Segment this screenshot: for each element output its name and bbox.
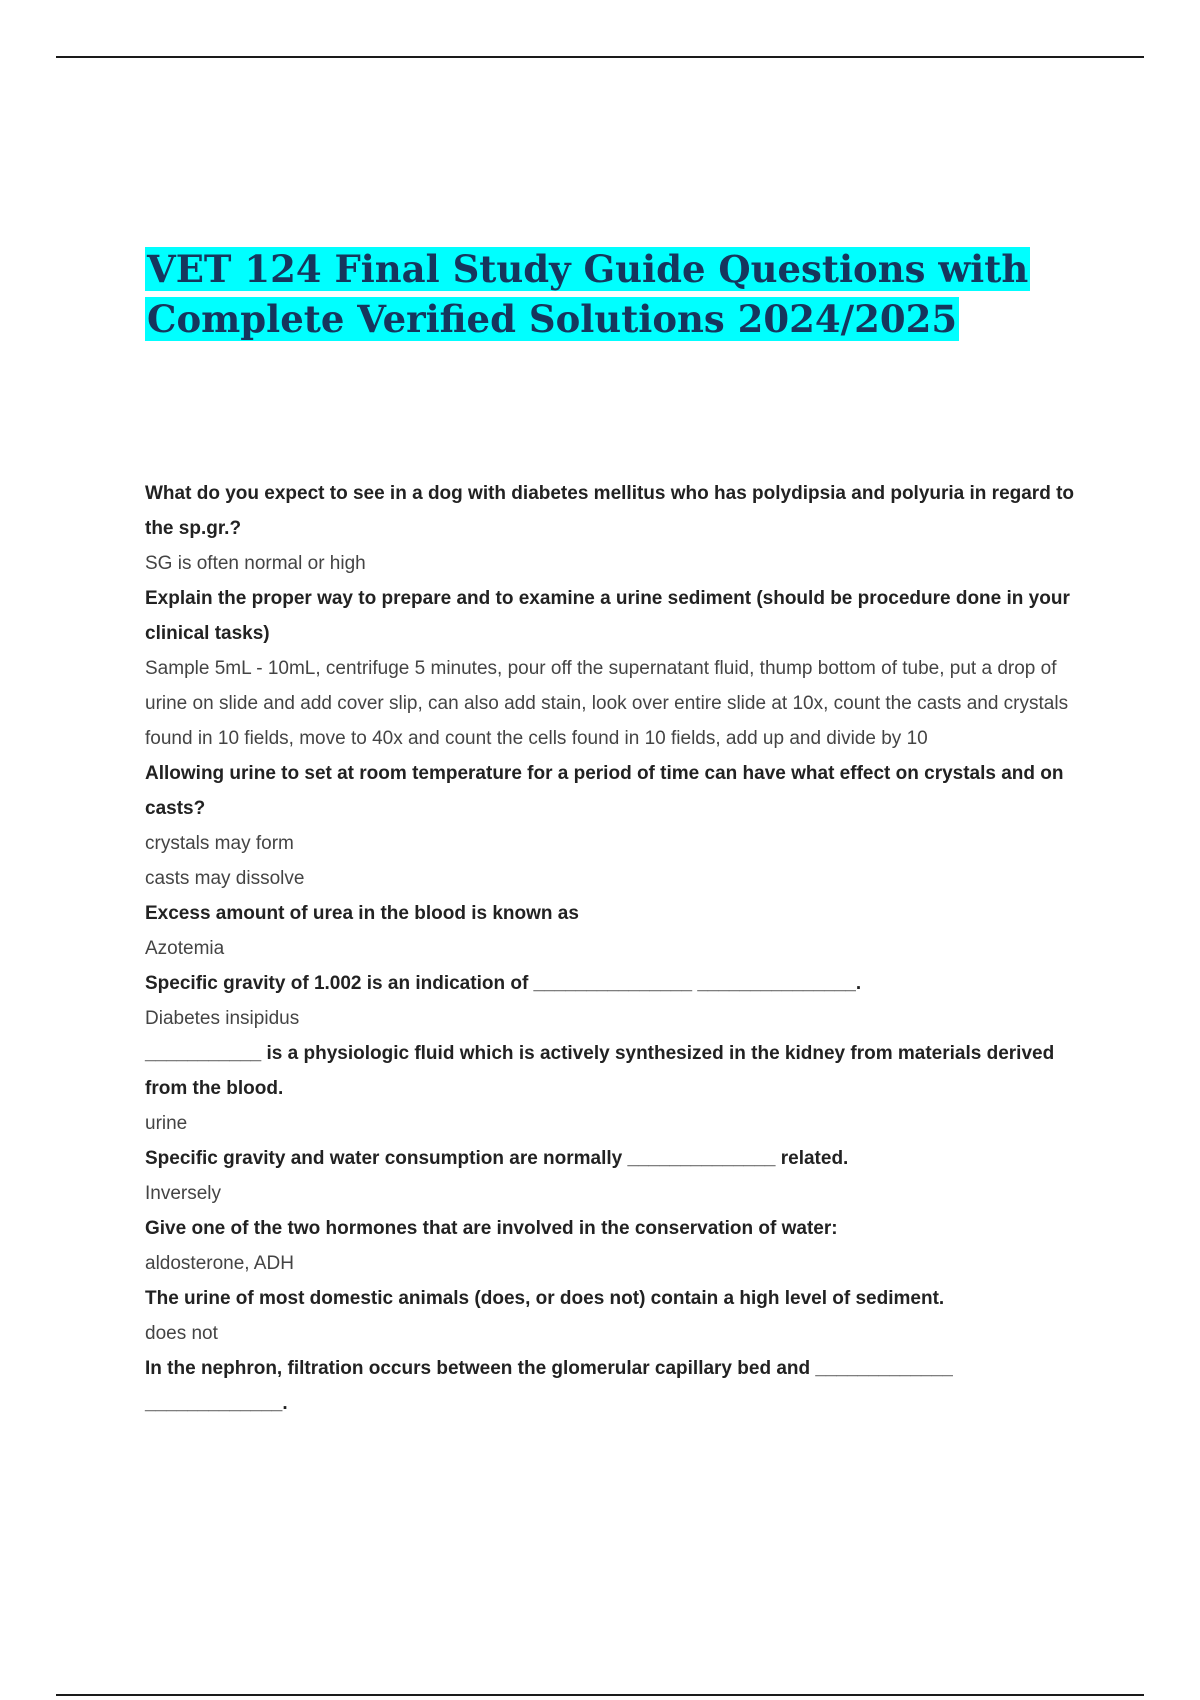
answer-8: aldosterone, ADH (145, 1253, 294, 1274)
answer-3: crystals may form (145, 833, 294, 854)
question-6: ___________ is a physiologic fluid which is actively synthesized in the kidney from materials derived from the blood. (145, 1043, 1055, 1099)
title-highlight: VET 124 Final Study Guide Questions with Complete Verified Solutions 2024/2025 (147, 247, 1029, 341)
answer-6: urine (145, 1113, 188, 1134)
bottom-rule (56, 1694, 1144, 1696)
question-3: Allowing urine to set at room temperature for a period of time can have what effect on crystals and on casts? (145, 763, 1064, 819)
question-8: Give one of the two hormones that are involved in the conservation of water: (145, 1218, 838, 1239)
answer-7: Inversely (145, 1183, 222, 1204)
question-4: Excess amount of urea in the blood is known as (145, 903, 579, 924)
answer-4: Azotemia (145, 938, 225, 959)
answer-9: does not (145, 1323, 218, 1344)
answer-3b: casts may dissolve (145, 868, 305, 889)
document-title (145, 244, 1145, 344)
question-9: The urine of most domestic animals (does, or does not) contain a high level of sediment. (145, 1288, 945, 1309)
question-7: Specific gravity and water consumption are normally ______________ related. (145, 1148, 849, 1169)
answer-2: Sample 5mL - 10mL, centrifuge 5 minutes, pour off the supernatant fluid, thump bottom of tube, put a drop of urine on slide and add cover slip, can also add stain, look over entire slide at 10x, count the casts and crystals found in 10 fields, move to 40x and count the cells found in 10 fields, add up and divide by 10 (145, 658, 1069, 749)
question-2: Explain the proper way to prepare and to examine a urine sediment (should be procedure done in your clinical tasks) (145, 588, 1070, 644)
question-10: In the nephron, filtration occurs between the glomerular capillary bed and _____________ _____________. (145, 1358, 953, 1414)
top-rule (56, 56, 1144, 58)
answer-5: Diabetes insipidus (145, 1008, 300, 1029)
answer-1: SG is often normal or high (145, 553, 366, 574)
question-1: What do you expect to see in a dog with diabetes mellitus who has polydipsia and polyuria in regard to the sp.gr.? (145, 483, 1075, 539)
question-5: Specific gravity of 1.002 is an indication of _______________ _______________. (145, 973, 862, 994)
qa-list (145, 476, 1095, 1421)
